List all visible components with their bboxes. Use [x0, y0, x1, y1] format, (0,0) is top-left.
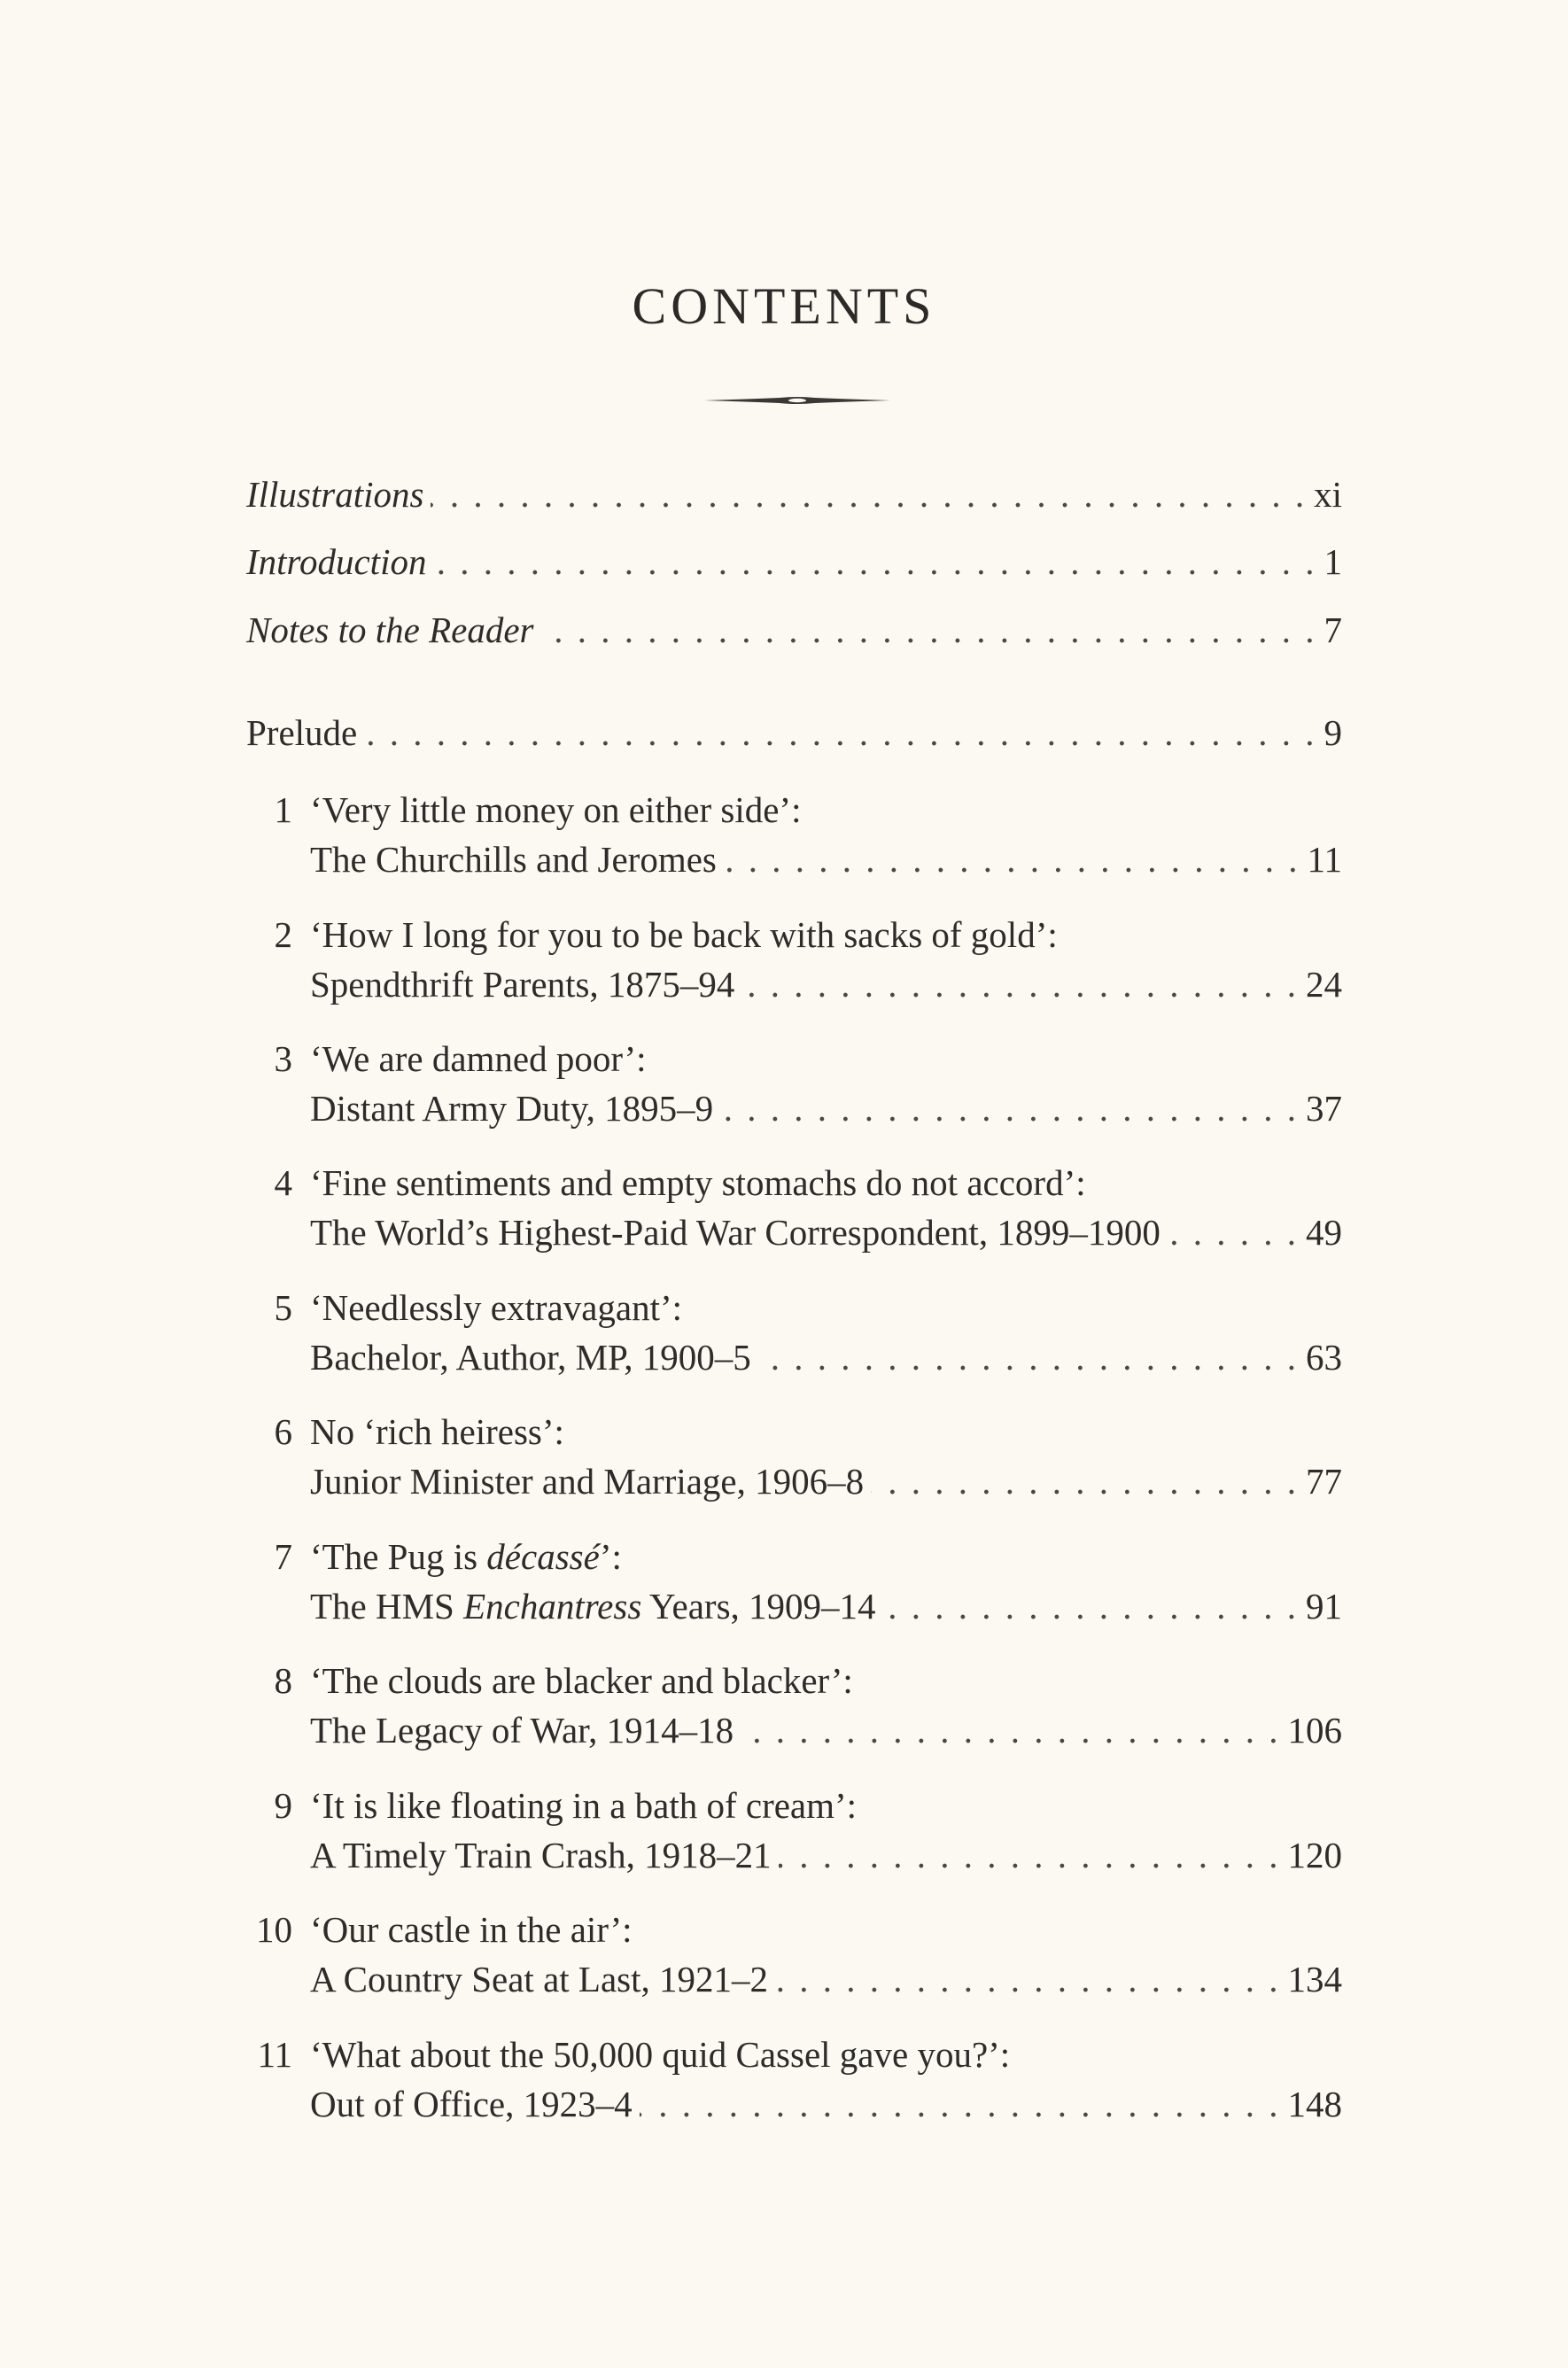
chapter-quote: [310, 1532, 1342, 1581]
chapter-number: 4: [274, 1162, 292, 1203]
chapter-subtitle: Out of Office, 1923–4: [310, 2084, 633, 2124]
toc-chapter-9[interactable]: [246, 1781, 1342, 1880]
chapter-subtitle: Distant Army Duty, 1895–9: [310, 1088, 714, 1129]
dot-leader: [433, 537, 1316, 586]
chapter-quote-part: ’:: [599, 1536, 622, 1577]
toc-entry-notes-to-the-reader[interactable]: [246, 605, 1342, 655]
chapter-quote: ‘Fine sentiments and empty stomachs do not accord’:: [310, 1162, 1086, 1203]
chapter-number: 3: [274, 1038, 292, 1079]
toc-entry-title: Prelude: [246, 712, 358, 753]
chapter-page: 49: [1306, 1212, 1342, 1253]
chapter-page: 24: [1306, 964, 1342, 1005]
toc-chapter-5[interactable]: [246, 1283, 1342, 1382]
chapter-subtitle: A Timely Train Crash, 1918–21: [310, 1835, 772, 1875]
toc-chapter-10[interactable]: [246, 1905, 1342, 2004]
chapter-subtitle: The Legacy of War, 1914–18: [310, 1710, 734, 1751]
chapter-number: 1: [274, 789, 292, 830]
toc-entry-page: 1: [1323, 541, 1342, 582]
chapter-quote: ‘We are damned poor’:: [310, 1038, 647, 1079]
dot-leader: [431, 470, 1307, 519]
chapter-subtitle: Spendthrift Parents, 1875–94: [310, 964, 735, 1005]
chapter-number: 6: [274, 1411, 292, 1452]
chapter-subtitle-part: Years, 1909–14: [641, 1586, 876, 1627]
chapter-number: 11: [257, 2034, 292, 2075]
chapter-subtitle: The Churchills and Jeromes: [310, 839, 717, 880]
chapter-subtitle: [310, 1581, 876, 1631]
toc-chapter-8[interactable]: [246, 1656, 1342, 1755]
toc-entry-illustrations[interactable]: [246, 470, 1342, 519]
dot-leader: [640, 2079, 1281, 2129]
dot-leader: [720, 1083, 1299, 1133]
toc-entry-page: 9: [1323, 712, 1342, 753]
chapter-quote: ‘Needlessly extravagant’:: [310, 1287, 683, 1328]
dot-leader: [1168, 1207, 1299, 1257]
dot-leader: [364, 708, 1316, 757]
chapter-page: 134: [1287, 1959, 1342, 1999]
toc-entry-title: Notes to the Reader: [246, 609, 534, 650]
toc-entry-prelude[interactable]: [246, 708, 1342, 757]
chapter-page: 77: [1306, 1461, 1342, 1502]
dot-leader: [779, 1830, 1281, 1880]
toc-entry-title: Introduction: [246, 541, 427, 582]
dot-leader: [883, 1581, 1299, 1631]
toc-chapter-7[interactable]: [246, 1532, 1342, 1631]
toc-chapter-3[interactable]: [246, 1034, 1342, 1133]
chapter-subtitle: A Country Seat at Last, 1921–2: [310, 1959, 769, 1999]
chapter-quote: ‘The clouds are blacker and blacker’:: [310, 1660, 853, 1701]
chapter-quote: ‘Our castle in the air’:: [310, 1909, 633, 1950]
toc-chapter-2[interactable]: [246, 910, 1342, 1009]
chapter-quote-part: ‘The Pug is: [310, 1536, 487, 1577]
page-title: CONTENTS: [632, 277, 936, 335]
chapter-number: 8: [274, 1660, 292, 1701]
chapter-page: 148: [1287, 2084, 1342, 2124]
chapter-subtitle: Junior Minister and Marriage, 1906–8: [310, 1461, 865, 1502]
toc-entry-introduction[interactable]: [246, 537, 1342, 586]
dot-leader: [758, 1332, 1299, 1382]
toc-chapter-11[interactable]: [246, 2030, 1342, 2129]
dot-leader: [741, 959, 1299, 1009]
dot-leader: [541, 605, 1317, 655]
title-ornament-icon: [704, 393, 890, 408]
chapter-quote-emphasis: décassé: [486, 1536, 600, 1577]
chapter-page: 91: [1306, 1586, 1342, 1627]
chapter-number: 2: [274, 914, 292, 955]
chapter-quote: ‘How I long for you to be back with sacks of gold’:: [310, 914, 1058, 955]
chapter-subtitle-emphasis: Enchantress: [463, 1586, 642, 1627]
chapter-number: 7: [274, 1536, 292, 1577]
dot-leader: [775, 1954, 1280, 2004]
toc-chapter-1[interactable]: [246, 785, 1342, 884]
dot-leader: [724, 835, 1300, 884]
toc-entry-page: 7: [1323, 609, 1342, 650]
chapter-subtitle-part: The HMS: [310, 1586, 464, 1627]
chapter-quote: ‘Very little money on either side’:: [310, 789, 802, 830]
chapter-page: 120: [1287, 1835, 1342, 1875]
toc-entry-title: Illustrations: [246, 474, 424, 515]
chapter-quote: No ‘rich heiress’:: [310, 1411, 564, 1452]
chapter-subtitle: Bachelor, Author, MP, 1900–5: [310, 1337, 751, 1378]
toc-chapter-6[interactable]: [246, 1407, 1342, 1506]
chapter-subtitle: The World’s Highest-Paid War Correspondent, 1899–1900: [310, 1212, 1160, 1253]
chapter-page: 11: [1307, 839, 1342, 880]
chapter-number: 10: [256, 1909, 292, 1950]
chapter-page: 106: [1287, 1710, 1342, 1751]
chapter-number: 9: [274, 1785, 292, 1826]
dot-leader: [871, 1456, 1299, 1506]
chapter-page: 63: [1306, 1337, 1342, 1378]
chapter-quote: ‘It is like floating in a bath of cream’:: [310, 1785, 858, 1826]
dot-leader: [741, 1705, 1280, 1755]
chapter-page: 37: [1306, 1088, 1342, 1129]
chapter-number: 5: [274, 1287, 292, 1328]
toc-chapter-4[interactable]: [246, 1158, 1342, 1257]
toc-entry-page: xi: [1314, 474, 1342, 515]
chapter-quote: ‘What about the 50,000 quid Cassel gave you?’:: [310, 2034, 1011, 2075]
